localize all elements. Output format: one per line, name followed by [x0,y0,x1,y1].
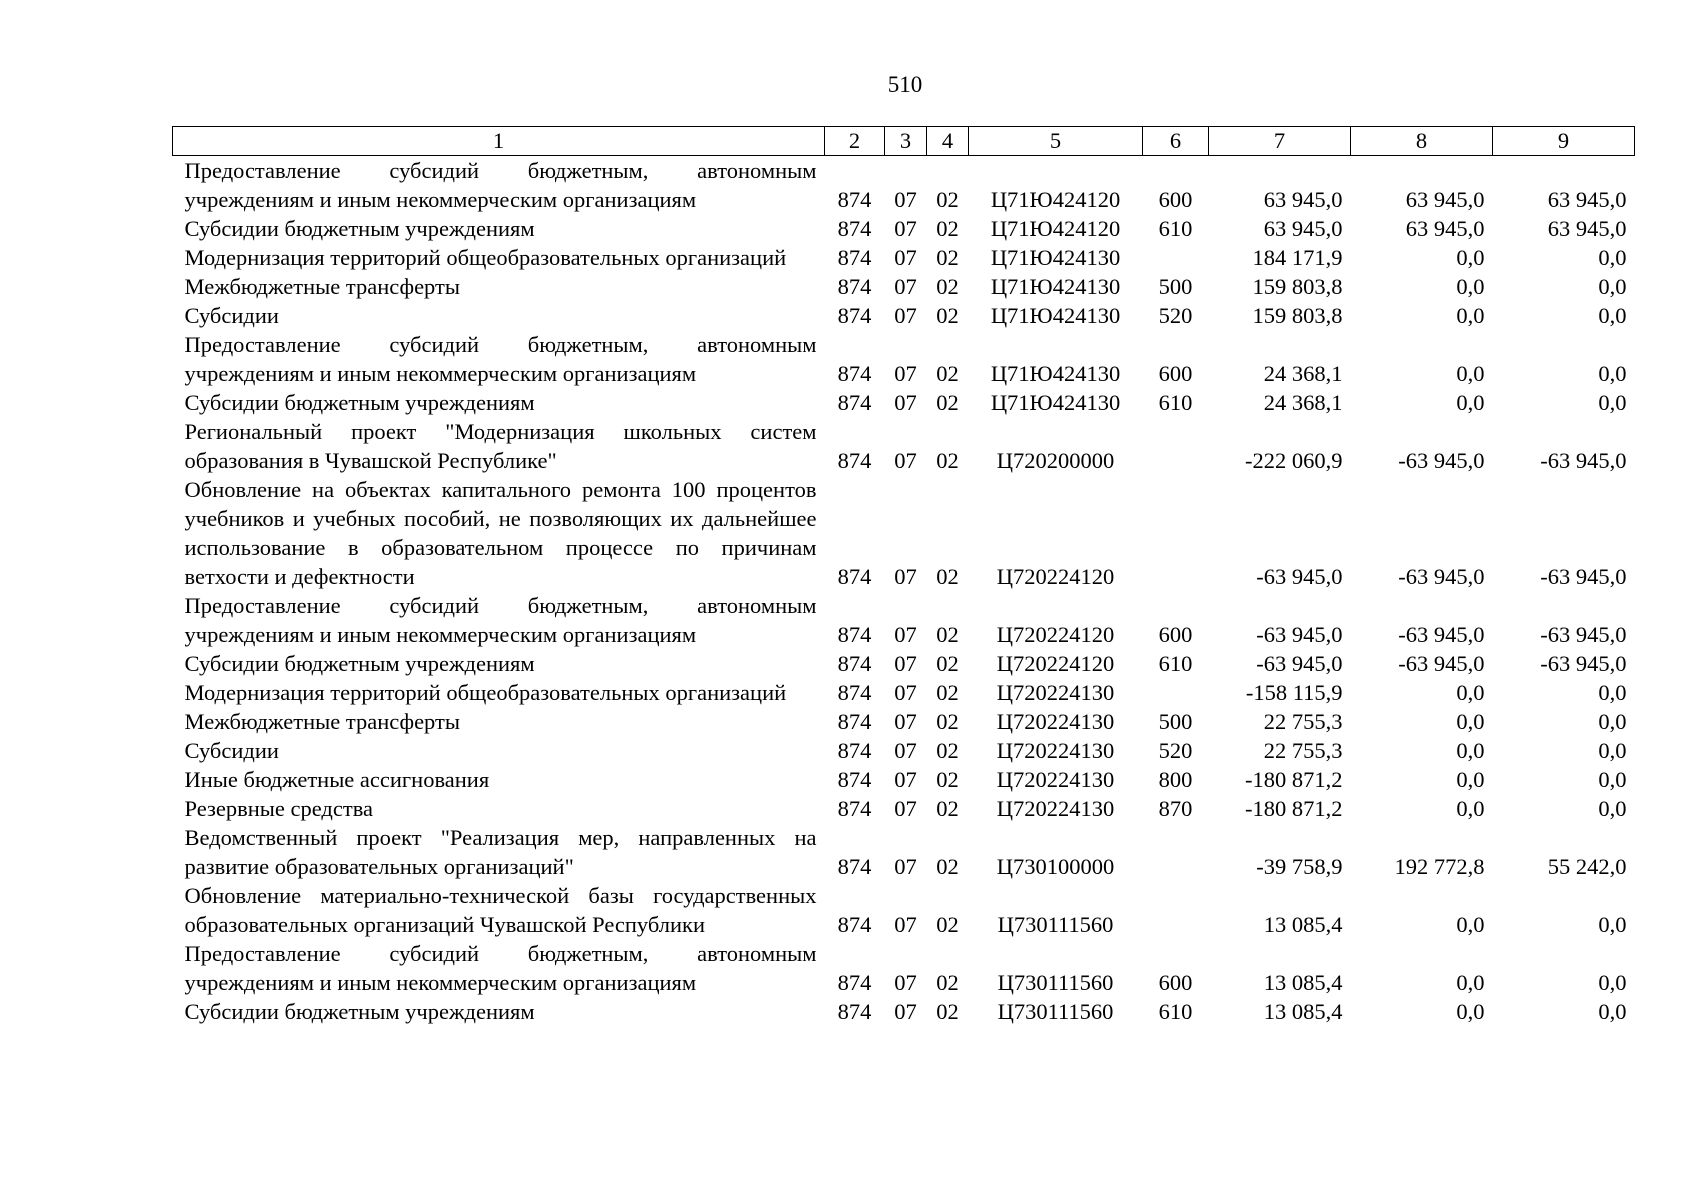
table-row [173,649,1635,678]
budget-table [172,126,1635,1026]
row-target-item-code: Ц730111560 [997,912,1114,937]
row-target-item-code: Ц71Ю424120 [990,187,1121,212]
row-section-code: 07 [894,680,917,705]
row-amount-col7: 22 755,3 [1263,738,1343,763]
row-amount-col8: 0,0 [1456,796,1485,821]
row-subsection-code: 02 [936,796,959,821]
table-row [173,823,1635,881]
row-amount-col7: 63 945,0 [1263,216,1343,241]
table-row [173,881,1635,939]
row-section-code: 07 [894,390,917,415]
row-subsection-code: 02 [936,216,959,241]
table-row [173,272,1635,301]
row-expense-type-code: 610 [1158,651,1193,676]
table-body [173,156,1635,1027]
table-row [173,765,1635,794]
row-amount-col8: 63 945,0 [1405,187,1485,212]
table-header [173,127,1635,156]
row-name: Модернизация территорий общеобразовательных организаций [184,245,787,270]
row-amount-col7: 24 368,1 [1263,390,1343,415]
row-section-code: 07 [894,767,917,792]
row-expense-type-code: 800 [1158,767,1193,792]
row-ministry-code: 874 [837,854,872,879]
row-name: Субсидии бюджетным учреждениям [184,216,535,241]
row-target-item-code: Ц71Ю424130 [990,274,1121,299]
table-row [173,707,1635,736]
row-amount-col8: -63 945,0 [1398,651,1485,676]
row-name: Субсидии [184,303,279,328]
row-name: Обновление материально-технической базы государственных образовательных организаций Чувашской Республики [184,883,817,937]
row-subsection-code: 02 [936,390,959,415]
row-ministry-code: 874 [837,999,872,1024]
row-target-item-code: Ц730100000 [996,854,1115,879]
row-amount-col8: 192 772,8 [1394,854,1485,879]
row-expense-type-code: 600 [1158,187,1193,212]
row-section-code: 07 [894,970,917,995]
row-amount-col8: 0,0 [1456,767,1485,792]
row-target-item-code: Ц720224120 [996,651,1115,676]
row-expense-type-code [1143,823,1209,881]
row-subsection-code: 02 [936,622,959,647]
row-name: Предоставление субсидий бюджетным, автономным учреждениям и иным некоммерческим организациям [184,158,817,212]
row-section-code: 07 [894,274,917,299]
row-name: Региональный проект "Модернизация школьных систем образования в Чувашской Республике" [184,419,817,473]
table-row [173,475,1635,591]
row-amount-col8: 0,0 [1456,970,1485,995]
row-amount-col7: -63 945,0 [1256,651,1343,676]
row-amount-col9: 0,0 [1598,738,1627,763]
row-target-item-code: Ц71Ю424130 [990,361,1121,386]
row-amount-col7: 159 803,8 [1252,274,1343,299]
row-amount-col7: 13 085,4 [1263,912,1343,937]
row-section-code: 07 [894,245,917,270]
row-ministry-code: 874 [837,303,872,328]
row-expense-type-code: 500 [1158,274,1193,299]
row-expense-type-code: 610 [1158,390,1193,415]
row-ministry-code: 874 [837,738,872,763]
row-subsection-code: 02 [936,303,959,328]
row-expense-type-code [1143,417,1209,475]
row-amount-col8: -63 945,0 [1398,564,1485,589]
row-amount-col8: 0,0 [1456,245,1485,270]
row-section-code: 07 [894,361,917,386]
row-subsection-code: 02 [936,564,959,589]
header-col-1: 1 [173,127,825,156]
row-amount-col7: -39 758,9 [1256,854,1343,879]
row-expense-type-code: 870 [1158,796,1193,821]
row-amount-col9: 63 945,0 [1547,216,1627,241]
row-section-code: 07 [894,709,917,734]
row-ministry-code: 874 [837,796,872,821]
row-subsection-code: 02 [936,187,959,212]
row-ministry-code: 874 [837,564,872,589]
row-amount-col9: 0,0 [1598,709,1627,734]
row-section-code: 07 [894,651,917,676]
header-row [173,127,1635,156]
row-section-code: 07 [894,622,917,647]
row-amount-col7: -63 945,0 [1256,622,1343,647]
row-target-item-code: Ц720224130 [996,796,1115,821]
row-ministry-code: 874 [837,390,872,415]
row-amount-col8: 0,0 [1456,680,1485,705]
row-amount-col9: -63 945,0 [1540,651,1627,676]
row-subsection-code: 02 [936,245,959,270]
row-amount-col9: 0,0 [1598,999,1627,1024]
row-amount-col9: 0,0 [1598,303,1627,328]
row-amount-col7: -63 945,0 [1256,564,1343,589]
row-name: Резервные средства [184,796,374,821]
row-section-code: 07 [894,796,917,821]
table-row [173,591,1635,649]
row-name: Предоставление субсидий бюджетным, автономным учреждениям и иным некоммерческим организациям [184,941,817,995]
row-ministry-code: 874 [837,680,872,705]
row-amount-col9: 0,0 [1598,361,1627,386]
row-section-code: 07 [894,187,917,212]
row-section-code: 07 [894,999,917,1024]
row-section-code: 07 [894,738,917,763]
row-expense-type-code: 610 [1158,999,1193,1024]
row-subsection-code: 02 [936,709,959,734]
row-expense-type-code [1143,475,1209,591]
row-target-item-code: Ц720224120 [996,622,1115,647]
row-amount-col7: -222 060,9 [1245,448,1343,473]
row-section-code: 07 [894,854,917,879]
row-amount-col7: -180 871,2 [1245,796,1343,821]
row-ministry-code: 874 [837,187,872,212]
row-name: Субсидии [184,738,279,763]
row-amount-col7: 24 368,1 [1263,361,1343,386]
table-row [173,794,1635,823]
row-amount-col7: 159 803,8 [1252,303,1343,328]
header-col-2: 2 [825,127,885,156]
row-expense-type-code: 600 [1158,970,1193,995]
row-section-code: 07 [894,564,917,589]
row-subsection-code: 02 [936,912,959,937]
row-amount-col8: 63 945,0 [1405,216,1485,241]
row-target-item-code: Ц720224130 [996,767,1115,792]
row-section-code: 07 [894,448,917,473]
row-name: Субсидии бюджетным учреждениям [184,999,535,1024]
row-subsection-code: 02 [936,767,959,792]
row-target-item-code: Ц720224120 [996,564,1115,589]
row-target-item-code: Ц71Ю424120 [990,216,1121,241]
row-section-code: 07 [894,912,917,937]
row-subsection-code: 02 [936,854,959,879]
row-amount-col8: 0,0 [1456,738,1485,763]
row-ministry-code: 874 [837,970,872,995]
row-ministry-code: 874 [837,216,872,241]
row-name: Ведомственный проект "Реализация мер, направленных на развитие образовательных организаций" [184,825,817,879]
row-name: Предоставление субсидий бюджетным, автономным учреждениям и иным некоммерческим организациям [184,593,817,647]
row-ministry-code: 874 [837,767,872,792]
row-amount-col9: 0,0 [1598,970,1627,995]
row-amount-col8: -63 945,0 [1398,448,1485,473]
header-col-7: 7 [1209,127,1351,156]
row-target-item-code: Ц730111560 [997,970,1114,995]
row-subsection-code: 02 [936,448,959,473]
row-amount-col8: 0,0 [1456,274,1485,299]
row-expense-type-code: 520 [1158,738,1193,763]
row-target-item-code: Ц720200000 [996,448,1115,473]
row-amount-col9: 0,0 [1598,796,1627,821]
row-amount-col8: 0,0 [1456,390,1485,415]
row-subsection-code: 02 [936,361,959,386]
row-amount-col9: -63 945,0 [1540,448,1627,473]
row-ministry-code: 874 [837,448,872,473]
row-target-item-code: Ц71Ю424130 [990,390,1121,415]
row-subsection-code: 02 [936,970,959,995]
table-row [173,243,1635,272]
row-amount-col8: 0,0 [1456,361,1485,386]
row-amount-col9: 0,0 [1598,390,1627,415]
row-amount-col9: 55 242,0 [1547,854,1627,879]
table-row [173,997,1635,1026]
row-amount-col9: 0,0 [1598,274,1627,299]
row-amount-col7: 22 755,3 [1263,709,1343,734]
row-target-item-code: Ц71Ю424130 [990,303,1121,328]
row-amount-col7: -180 871,2 [1245,767,1343,792]
row-target-item-code: Ц720224130 [996,709,1115,734]
row-subsection-code: 02 [936,651,959,676]
row-expense-type-code: 520 [1158,303,1193,328]
row-subsection-code: 02 [936,999,959,1024]
row-target-item-code: Ц730111560 [997,999,1114,1024]
header-col-4: 4 [927,127,969,156]
row-amount-col7: 13 085,4 [1263,970,1343,995]
row-ministry-code: 874 [837,709,872,734]
row-name: Предоставление субсидий бюджетным, автономным учреждениям и иным некоммерческим организациям [184,332,817,386]
row-expense-type-code [1143,881,1209,939]
table-row [173,330,1635,388]
row-name: Субсидии бюджетным учреждениям [184,390,535,415]
row-amount-col7: -158 115,9 [1245,680,1343,705]
row-name: Межбюджетные трансферты [184,709,460,734]
header-col-9: 9 [1493,127,1635,156]
row-target-item-code: Ц720224130 [996,738,1115,763]
row-expense-type-code: 600 [1158,622,1193,647]
table-row [173,301,1635,330]
row-ministry-code: 874 [837,912,872,937]
row-amount-col8: 0,0 [1456,912,1485,937]
row-expense-type-code: 610 [1158,216,1193,241]
table-row [173,736,1635,765]
row-ministry-code: 874 [837,245,872,270]
header-col-3: 3 [885,127,927,156]
header-col-5: 5 [969,127,1143,156]
row-amount-col9: 0,0 [1598,680,1627,705]
row-expense-type-code [1143,678,1209,707]
row-expense-type-code: 500 [1158,709,1193,734]
row-ministry-code: 874 [837,274,872,299]
row-subsection-code: 02 [936,680,959,705]
row-ministry-code: 874 [837,622,872,647]
row-ministry-code: 874 [837,361,872,386]
table-row [173,678,1635,707]
row-amount-col7: 13 085,4 [1263,999,1343,1024]
table-row [173,939,1635,997]
row-target-item-code: Ц71Ю424130 [990,245,1121,270]
row-name: Обновление на объектах капитального ремонта 100 процентов учебников и учебных пособий, не позволяющих их дальнейшее использование в образовательном процессе по причинам ветхости и дефектности [184,477,817,589]
row-section-code: 07 [894,303,917,328]
row-amount-col8: 0,0 [1456,709,1485,734]
row-subsection-code: 02 [936,274,959,299]
row-expense-type-code [1143,243,1209,272]
row-amount-col9: 63 945,0 [1547,187,1627,212]
row-ministry-code: 874 [837,651,872,676]
row-amount-col9: -63 945,0 [1540,622,1627,647]
row-target-item-code: Ц720224130 [996,680,1115,705]
table-row [173,388,1635,417]
row-name: Межбюджетные трансферты [184,274,460,299]
row-name: Модернизация территорий общеобразовательных организаций [184,680,787,705]
row-amount-col8: -63 945,0 [1398,622,1485,647]
table-row [173,156,1635,215]
row-expense-type-code: 600 [1158,361,1193,386]
row-section-code: 07 [894,216,917,241]
page-number: 510 [887,72,923,97]
row-amount-col7: 184 171,9 [1252,245,1343,270]
row-amount-col7: 63 945,0 [1263,187,1343,212]
header-col-8: 8 [1351,127,1493,156]
row-subsection-code: 02 [936,738,959,763]
row-amount-col9: 0,0 [1598,912,1627,937]
row-amount-col8: 0,0 [1456,999,1485,1024]
table-row [173,214,1635,243]
header-col-6: 6 [1143,127,1209,156]
row-amount-col9: -63 945,0 [1540,564,1627,589]
row-amount-col9: 0,0 [1598,767,1627,792]
row-amount-col8: 0,0 [1456,303,1485,328]
row-amount-col9: 0,0 [1598,245,1627,270]
table-row [173,417,1635,475]
row-name: Субсидии бюджетным учреждениям [184,651,535,676]
row-name: Иные бюджетные ассигнования [184,767,490,792]
